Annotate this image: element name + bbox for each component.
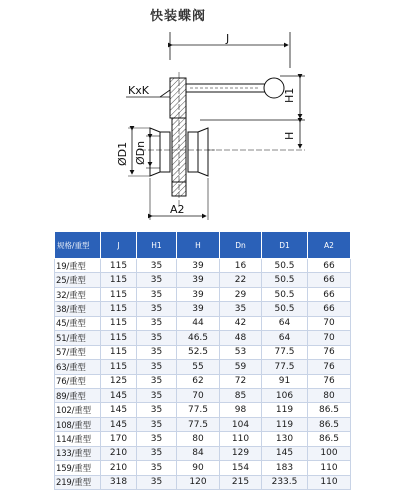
header-h1: H1 (137, 232, 177, 259)
header-spec: 规格/重型 (55, 232, 101, 259)
cell-dn: 85 (220, 388, 262, 402)
cell-dn: 129 (220, 446, 262, 460)
cell-dn: 22 (220, 273, 262, 287)
cell-spec: 219/重型 (55, 475, 101, 489)
cell-j: 115 (101, 302, 137, 316)
cell-j: 115 (101, 331, 137, 345)
cell-h: 80 (177, 432, 220, 446)
cell-h: 52.5 (177, 345, 220, 359)
cell-d1: 119 (262, 417, 308, 431)
cell-d1: 64 (262, 331, 308, 345)
cell-h: 84 (177, 446, 220, 460)
cell-dn: 48 (220, 331, 262, 345)
cell-dn: 35 (220, 302, 262, 316)
dim-j-label: J (226, 32, 230, 45)
cell-spec: 89/重型 (55, 388, 101, 402)
cell-d1: 50.5 (262, 273, 308, 287)
cell-a2: 100 (308, 446, 351, 460)
cell-j: 125 (101, 374, 137, 388)
table-row (55, 446, 351, 460)
dim-h1-label: H1 (283, 87, 296, 103)
cell-j: 115 (101, 316, 137, 330)
cell-a2: 86.5 (308, 432, 351, 446)
cell-j: 115 (101, 273, 137, 287)
cell-dn: 16 (220, 259, 262, 273)
cell-dn: 42 (220, 316, 262, 330)
cell-spec: 63/重型 (55, 360, 101, 374)
cell-a2: 76 (308, 374, 351, 388)
dim-h (200, 122, 305, 150)
cell-spec: 133/重型 (55, 446, 101, 460)
cell-dn: 104 (220, 417, 262, 431)
cell-j: 145 (101, 403, 137, 417)
cell-h1: 35 (137, 259, 177, 273)
cell-spec: 114/重型 (55, 432, 101, 446)
cell-a2: 86.5 (308, 403, 351, 417)
dim-kxk-label: KxK (128, 84, 149, 97)
cell-h: 77.5 (177, 417, 220, 431)
cell-d1: 106 (262, 388, 308, 402)
cell-j: 210 (101, 446, 137, 460)
cell-spec: 57/重型 (55, 345, 101, 359)
table-row (55, 360, 351, 374)
cell-h1: 35 (137, 446, 177, 460)
cell-j: 115 (101, 345, 137, 359)
cell-dn: 98 (220, 403, 262, 417)
dim-a2-label: A2 (170, 203, 185, 216)
dim-h1 (200, 76, 305, 120)
cell-j: 115 (101, 259, 137, 273)
table-row (55, 259, 351, 273)
cell-a2: 86.5 (308, 417, 351, 431)
table-row (55, 475, 351, 489)
cell-h: 39 (177, 287, 220, 301)
cell-h: 120 (177, 475, 220, 489)
cell-spec: 45/重型 (55, 316, 101, 330)
cell-j: 115 (101, 360, 137, 374)
page-title: 快装蝶阀 (150, 9, 207, 24)
cell-spec: 159/重型 (55, 461, 101, 475)
cell-h: 39 (177, 273, 220, 287)
cell-j: 318 (101, 475, 137, 489)
cell-h1: 35 (137, 388, 177, 402)
cell-h1: 35 (137, 475, 177, 489)
cell-h1: 35 (137, 374, 177, 388)
header-d1: D1 (262, 232, 308, 259)
cell-spec: 102/重型 (55, 403, 101, 417)
cell-spec: 108/重型 (55, 417, 101, 431)
cell-h1: 35 (137, 360, 177, 374)
cell-h1: 35 (137, 273, 177, 287)
cell-spec: 25/重型 (55, 273, 101, 287)
cell-j: 145 (101, 388, 137, 402)
cell-j: 170 (101, 432, 137, 446)
table-row (55, 461, 351, 475)
cell-dn: 29 (220, 287, 262, 301)
cell-j: 210 (101, 461, 137, 475)
dim-d1-label: ØD1 (116, 141, 129, 166)
cell-h1: 35 (137, 287, 177, 301)
table-row (55, 374, 351, 388)
header-j: J (101, 232, 137, 259)
cell-h: 90 (177, 461, 220, 475)
cell-dn: 215 (220, 475, 262, 489)
cell-d1: 183 (262, 461, 308, 475)
cell-h: 70 (177, 388, 220, 402)
cell-dn: 59 (220, 360, 262, 374)
cell-a2: 66 (308, 273, 351, 287)
cell-h: 39 (177, 302, 220, 316)
cell-d1: 77.5 (262, 345, 308, 359)
cell-a2: 110 (308, 475, 351, 489)
cell-a2: 66 (308, 259, 351, 273)
cell-spec: 32/重型 (55, 287, 101, 301)
cell-a2: 70 (308, 331, 351, 345)
dim-j (170, 32, 290, 68)
cell-d1: 119 (262, 403, 308, 417)
spec-table (54, 231, 351, 490)
dim-kxk (126, 84, 170, 97)
cell-d1: 233.5 (262, 475, 308, 489)
cell-h: 62 (177, 374, 220, 388)
cell-d1: 50.5 (262, 302, 308, 316)
cell-j: 115 (101, 287, 137, 301)
header-dn: Dn (220, 232, 262, 259)
cell-h: 39 (177, 259, 220, 273)
cell-dn: 154 (220, 461, 262, 475)
table-row (55, 273, 351, 287)
cell-d1: 91 (262, 374, 308, 388)
cell-a2: 76 (308, 360, 351, 374)
cell-spec: 76/重型 (55, 374, 101, 388)
cell-spec: 38/重型 (55, 302, 101, 316)
header-h: H (177, 232, 220, 259)
cell-h1: 35 (137, 432, 177, 446)
cell-j: 145 (101, 417, 137, 431)
cell-h1: 35 (137, 461, 177, 475)
dim-h-label: H (283, 131, 296, 140)
cell-h1: 35 (137, 331, 177, 345)
cell-h: 55 (177, 360, 220, 374)
table-row (55, 316, 351, 330)
table-header-row (55, 232, 351, 259)
cell-h: 44 (177, 316, 220, 330)
cell-dn: 53 (220, 345, 262, 359)
valve-handle (170, 78, 284, 118)
cell-d1: 77.5 (262, 360, 308, 374)
cell-a2: 66 (308, 287, 351, 301)
cell-d1: 50.5 (262, 259, 308, 273)
cell-h: 77.5 (177, 403, 220, 417)
cell-h1: 35 (137, 345, 177, 359)
table-row (55, 302, 351, 316)
cell-d1: 64 (262, 316, 308, 330)
table-row (55, 345, 351, 359)
cell-spec: 51/重型 (55, 331, 101, 345)
cell-a2: 80 (308, 388, 351, 402)
table-body (55, 259, 351, 490)
cell-h1: 35 (137, 302, 177, 316)
table-row (55, 331, 351, 345)
cell-a2: 66 (308, 302, 351, 316)
table-row (55, 403, 351, 417)
cell-h1: 35 (137, 417, 177, 431)
cell-d1: 145 (262, 446, 308, 460)
table-row (55, 432, 351, 446)
table-row (55, 287, 351, 301)
cell-dn: 72 (220, 374, 262, 388)
table-row (55, 417, 351, 431)
cell-spec: 19/重型 (55, 259, 101, 273)
cell-dn: 110 (220, 432, 262, 446)
dim-dn-label: ØDn (134, 140, 147, 165)
cell-a2: 110 (308, 461, 351, 475)
cell-h1: 35 (137, 403, 177, 417)
cell-h: 46.5 (177, 331, 220, 345)
header-a2: A2 (308, 232, 351, 259)
cell-a2: 76 (308, 345, 351, 359)
cell-h1: 35 (137, 316, 177, 330)
cell-a2: 70 (308, 316, 351, 330)
valve-technical-drawing (0, 20, 401, 228)
cell-d1: 130 (262, 432, 308, 446)
cell-d1: 50.5 (262, 287, 308, 301)
table-row (55, 388, 351, 402)
